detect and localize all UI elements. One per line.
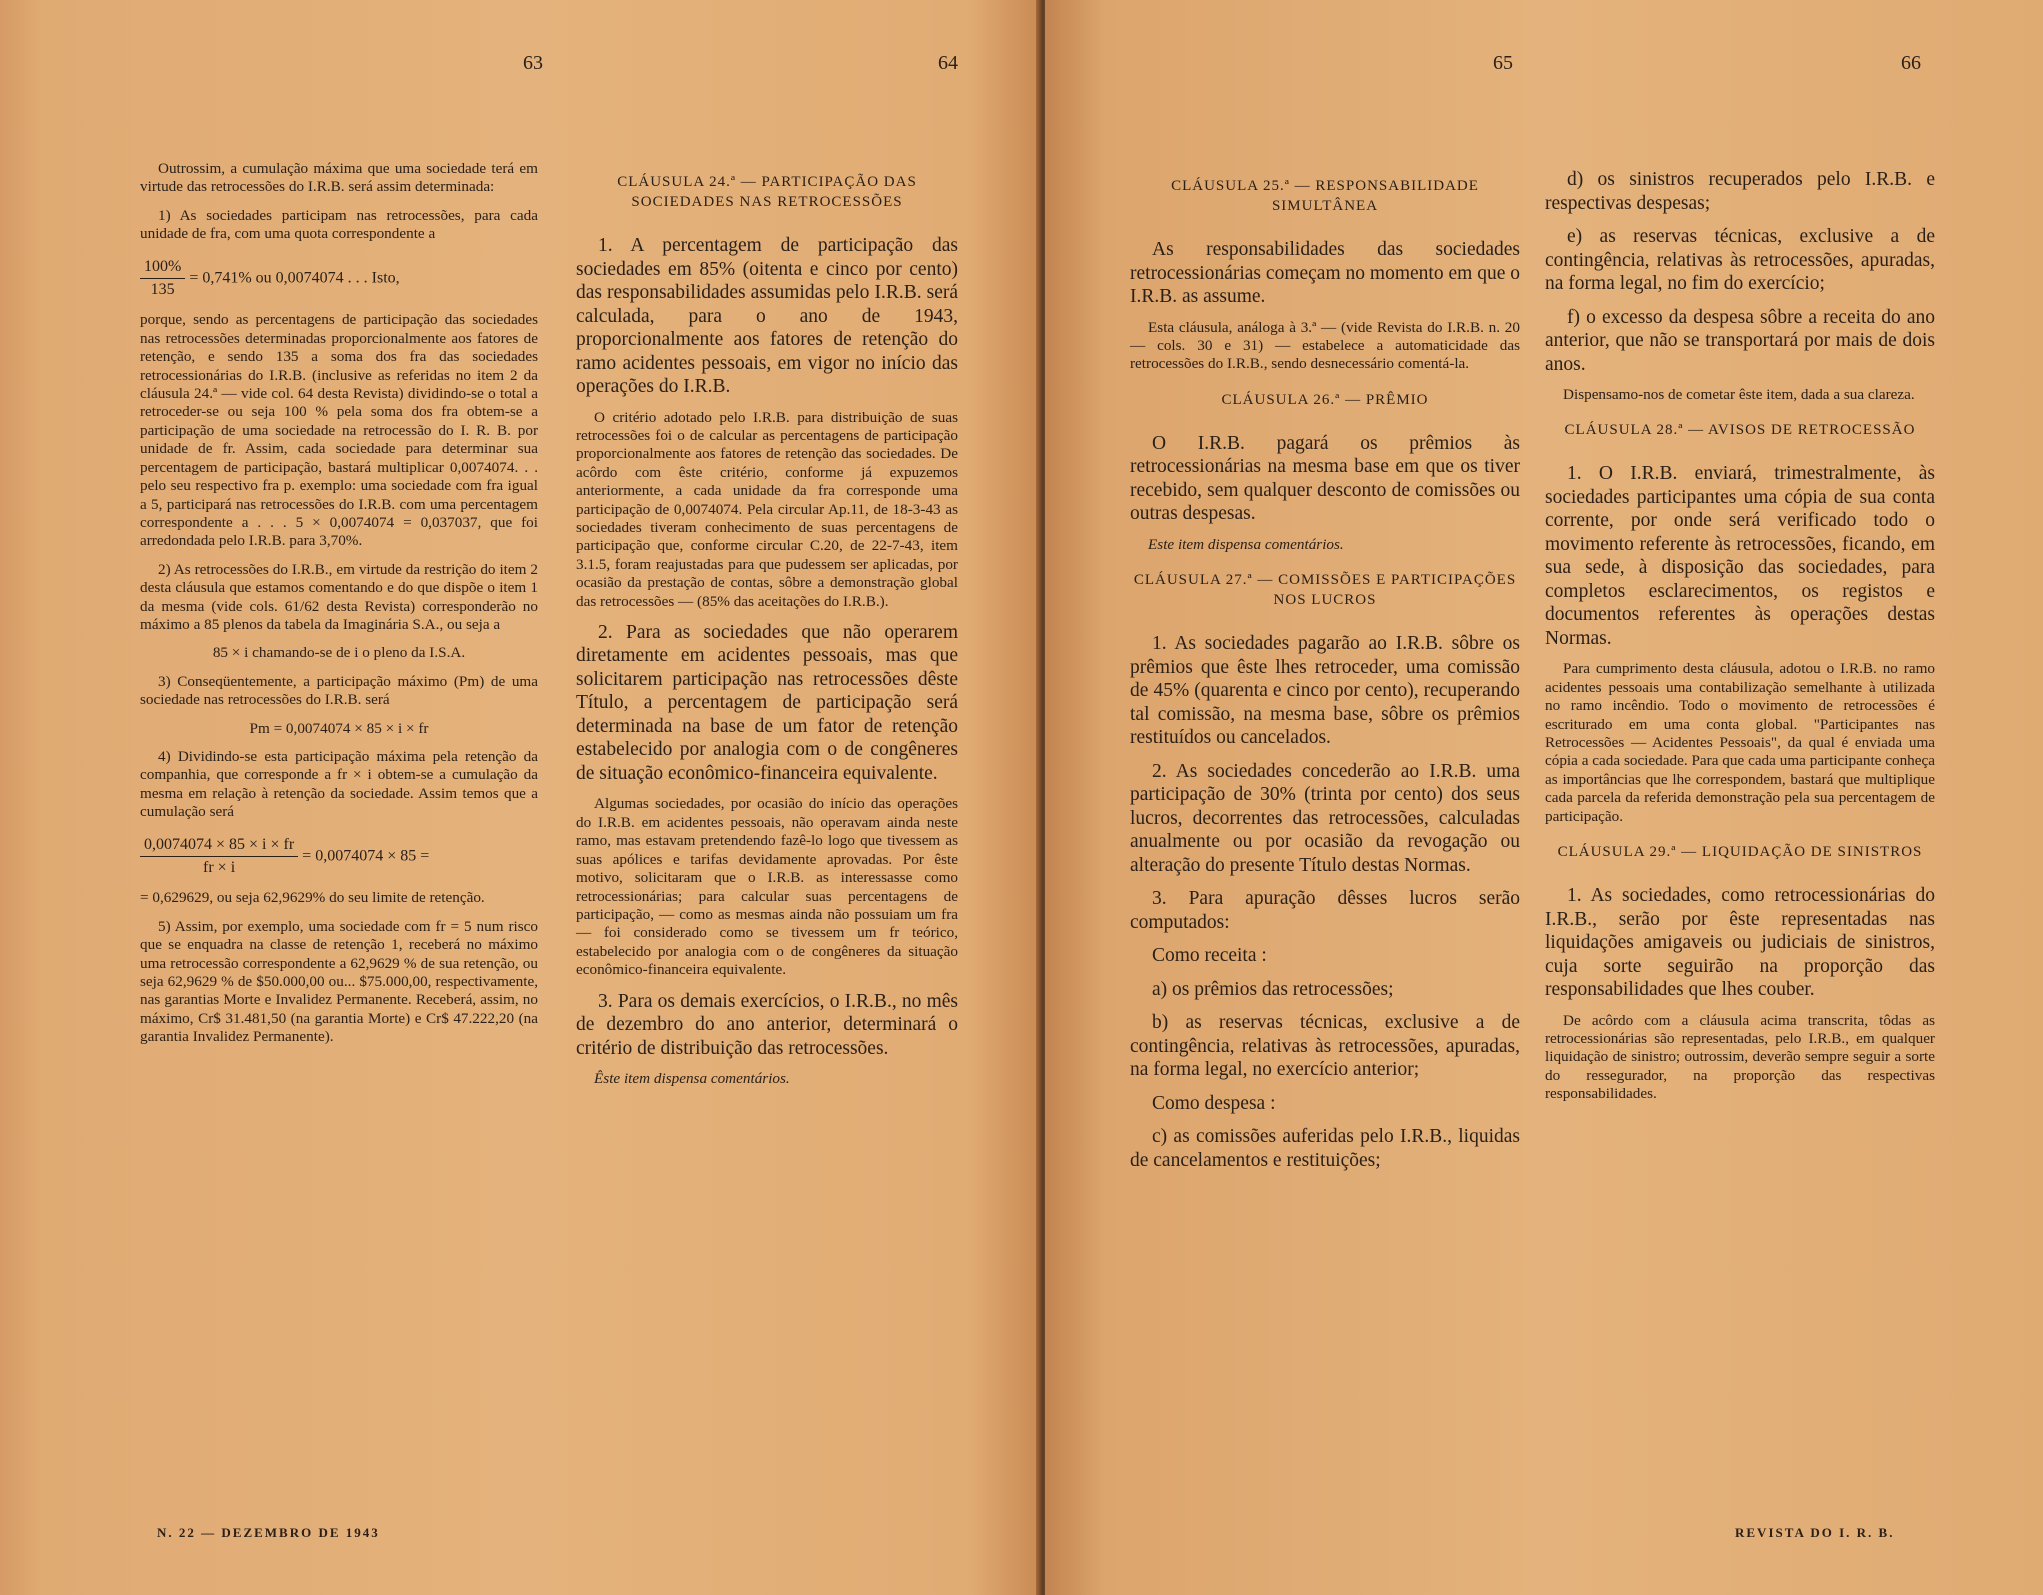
- clause-heading: CLÁUSULA 29.ª — LIQUIDAÇÃO DE SINISTROS: [1557, 844, 1923, 861]
- column-64: [576, 168, 958, 1098]
- comment: Dispensamo-nos de cometar êste item, dada a sua clareza.: [1563, 386, 1915, 403]
- formula-3: Pm = 0,0074074 × 85 × i × fr: [249, 719, 429, 737]
- comment: Este item dispensa comentários.: [1148, 535, 1344, 553]
- clause-heading: CLÁUSULA 28.ª — AVISOS DE RETROCESSÃO: [1564, 422, 1916, 439]
- formula-text: = 0,0074074 × 85 =: [302, 847, 430, 865]
- numerator: 0,0074074 × 85 × i × fr: [140, 836, 298, 857]
- paragraph: = 0,629629, ou seja 62,9629% do seu limite de retenção.: [140, 889, 485, 907]
- column-63: [140, 160, 538, 1057]
- denominator: fr × i: [203, 859, 236, 876]
- paragraph: Outrossim, a cumulação máxima que uma sociedade terá em virtude das retrocessões do I.R.B. será assim determinada:: [140, 160, 538, 196]
- list-heading: Como despesa :: [1152, 1092, 1276, 1114]
- list-heading: Como receita :: [1152, 945, 1267, 967]
- comment: Esta cláusula, análoga à 3.ª — (vide Revista do I.R.B. n. 20 — cols. 30 e 31) — estabelece a automaticidade das retrocessões do I.R.B., sendo desnecessário comentá-la.: [1130, 318, 1520, 373]
- comment: De acôrdo com a cláusula acima transcrita, tôdas as retrocessionárias são representadas, pelo I.R.B., em qualquer liquidação de sinistro; outrossim, deverão sempre seguir a sorte do ressegurador, na proporção das respectivas responsabilidades.: [1545, 1011, 1935, 1103]
- formula-2: 85 × i chamando-se de i o pleno da I.S.A.: [212, 644, 466, 662]
- clause-text: 1. As sociedades, como retrocessionárias do I.R.B., serão por êste representadas nas liquidações amigaveis ou judiciais de sinistros, cuja sorte seguirão na proporção das responsabilidades que lhes couber.: [1545, 885, 1935, 1001]
- page-number-65: 65: [1493, 52, 1513, 74]
- clause-heading: CLÁUSULA 26.ª — PRÊMIO: [1221, 391, 1429, 408]
- comment: Para cumprimento desta cláusula, adotou o I.R.B. no ramo acidentes pessoais uma contabilização semelhante à utilizada no ramo incêndio. Todo o movimento de retrocessões é escriturado em uma conta global. "Participantes nas Retrocessões — Acidentes Pessoais", da qual é enviada uma cópia a cada sociedade. Para que cada uma participante conheça as importâncias que lhe correspondem, bastará que multiplique cada parcela da referida demonstração pela sua percentagem de participação.: [1545, 660, 1935, 825]
- clause-text: 1. O I.R.B. enviará, trimestralmente, às sociedades participantes uma cópia de sua conta corrente, por onde será verificado todo o movimento referente às retrocessões, ficando, em sua sede, à disposição das sociedades, para completos esclarecimentos, os registos e documentos referentes às operações destas Normas.: [1545, 463, 1935, 649]
- clause-text: As responsabilidades das sociedades retrocessionárias começam no momento em que o I.R.B. as assume.: [1130, 239, 1520, 307]
- footer-journal: REVISTA DO I. R. B.: [1735, 1525, 1895, 1540]
- clause-text: 3. Para os demais exercícios, o I.R.B., no mês de dezembro do ano anterior, determinará o critério de distribuição das retrocessões.: [576, 990, 958, 1059]
- list-item: d) os sinistros recuperados pelo I.R.B. e respectivas despesas;: [1545, 169, 1935, 214]
- footer-issue: N. 22 — DEZEMBRO DE 1943: [157, 1525, 380, 1540]
- comment: O critério adotado pelo I.R.B. para distribuição de suas retrocessões foi o de calcular as percentagens de participação proporcionalmente aos fatores de retenção das sociedades. De acôrdo com êste critério, conforme já expuzemos anteriormente, a cada unidade da fra corresponde uma participação de 0,0074074. Pela circular Ap.11, de 18-3-43 as sociedades tiveram conhecimento de suas percentagens de participação que, conforme circular C.20, de 22-7-43, item 3.1.5, foram reajustadas para que pudessem ser aplicadas, por ocasião da prestação de contas, sôbre a demonstração global das retrocessões — (85% das aceitações do I.R.B.).: [576, 408, 958, 610]
- formula-1: [140, 258, 538, 300]
- page-number-66: 66: [1901, 52, 1921, 74]
- column-66: [1545, 168, 1935, 1114]
- formula-4: [140, 836, 538, 878]
- list-item: b) as reservas técnicas, exclusive a de contingência, relativas às retrocessões, apuradas, na forma legal, no exercício anterior;: [1130, 1012, 1520, 1081]
- clause-heading: CLÁUSULA 24.ª — PARTICIPAÇÃO DAS SOCIEDADES NAS RETROCESSÕES: [617, 174, 917, 210]
- paragraph: 3) Conseqüentemente, a participação máximo (Pm) de uma sociedade nas retrocessões do I.R.B. será: [140, 672, 538, 709]
- paragraph: 1) As sociedades participam nas retrocessões, para cada unidade de fra, com uma quota correspondente a: [140, 206, 538, 243]
- fraction: [140, 836, 298, 878]
- denominator: 135: [150, 281, 175, 299]
- list-item: c) as comissões auferidas pelo I.R.B., liquidas de cancelamentos e restituições;: [1130, 1126, 1520, 1171]
- clause-heading: CLÁUSULA 27.ª — COMISSÕES E PARTICIPAÇÕES NOS LUCROS: [1133, 572, 1517, 609]
- paragraph: 2) As retrocessões do I.R.B., em virtude da restrição do item 2 desta cláusula que estamos comentando e do que dispõe o item 1 da mesma (vide cols. 61/62 desta Revista) corresponderão no máximo a 85 plenos da tabela da Imaginária S.A., ou seja a: [140, 560, 538, 633]
- paragraph: 4) Dividindo-se esta participação máxima pela retenção da companhia, que corresponde a fr × i obtem-se a cumulação da mesma em relação à retenção da sociedade. Assim temos que a cumulação será: [140, 747, 538, 821]
- list-item: a) os prêmios das retrocessões;: [1152, 978, 1394, 1000]
- clause-text: O I.R.B. pagará os prêmios às retrocessionárias na mesma base em que os tiver recebido, sem qualquer desconto de comissões ou outras despesas.: [1130, 432, 1520, 525]
- clause-text: 3. Para apuração dêsses lucros serão computados:: [1130, 888, 1520, 933]
- clause-text: 2. Para as sociedades que não operarem diretamente em acidentes pessoais, mas que solicitarem participação nas retrocessões dêste Título, a percentagem de participação será determinada na base de um fator de retenção estabelecido por analogia com o de congêneres de situação econômico-financeira equivalente.: [576, 621, 958, 784]
- paragraph: porque, sendo as percentagens de participação das sociedades nas retrocessões determinadas proporcionalmente aos fatores de retenção, e sendo 135 a soma dos fra das sociedades retrocessionárias do I.R.B. (inclusive as referidas no item 2 da cláusula 24.ª — vide col. 64 desta Revista) dividindo-se o total a retroceder-se ou seja 100 % pela soma dos fra obtem-se a participação de uma sociedade na retrocessão do I. R. B. por unidade de fr. Assim, cada sociedade para determinar sua percentagem de participação, bastará multiplicar 0,0074074. . . pelo seu respectivo fra p. exemplo: uma sociedade com fra igual a 5, participará nas retrocessões do I.R.B. com uma percentagem correspondente a . . . 5 × 0,0074074 = 0,037037, que foi arredondada pelo I.R.B. para 3,70%.: [140, 311, 538, 550]
- clause-text: 1. As sociedades pagarão ao I.R.B. sôbre os prêmios que êste lhes retroceder, uma comissão de 45% (quarenta e cinco por cento), recuperando tal comissão, na mesma base, sôbre os prêmios restituídos ou cancelados.: [1130, 633, 1520, 749]
- right-page: [1045, 0, 2043, 1595]
- list-item: e) as reservas técnicas, exclusive a de contingência, relativas às retrocessões, apuradas, na forma legal, no fim do exercício;: [1545, 226, 1935, 294]
- numerator: 100%: [140, 258, 185, 279]
- page-number-63: 63: [523, 52, 543, 74]
- comment: Êste item dispensa comentários.: [594, 1070, 790, 1088]
- list-item: f) o excesso da despesa sôbre a receita do ano anterior, que não se transportará por mais de dois anos.: [1545, 306, 1935, 375]
- clause-heading: CLÁUSULA 25.ª — RESPONSABILIDADE SIMULTÂNEA: [1171, 178, 1479, 214]
- page-number-64: 64: [938, 52, 958, 74]
- paragraph: 5) Assim, por exemplo, uma sociedade com fr = 5 num risco que se enquadra na classe de retenção 1, receberá no máximo uma retrocessão correspondente a 62,9629 % de sua retenção, ou seja 62,9629 % de $50.000,00 ou... $75.000,00, respectivamente, nas garantias Morte e Invalidez Permanente. Receberá, assim, no máximo, Cr$ 31.481,50 (na garantia Morte) e Cr$ 47.222,20 (na garantia Invalidez Permanente).: [140, 917, 538, 1046]
- column-65: [1130, 172, 1520, 1182]
- fraction: [140, 258, 185, 300]
- clause-text: 1. A percentagem de participação das sociedades em 85% (oitenta e cinco por cento) das responsabilidades assumidas pelo I.R.B. será calculada, para o ano de 1943, proporcionalmente aos fatores de retenção do ramo acidentes pessoais, em vigor no início das operações do I.R.B.: [576, 235, 958, 397]
- clause-text: 2. As sociedades concederão ao I.R.B. uma participação de 30% (trinta por cento) dos seus lucros, decorrentes das retrocessões, calculadas anualmente ou por ocasião da revogação ou alteração do presente Título destas Normas.: [1130, 760, 1520, 876]
- formula-text: = 0,741% ou 0,0074074 . . . Isto,: [189, 269, 400, 287]
- comment: Algumas sociedades, por ocasião do início das operações do I.R.B. em acidentes pessoais, não operavam ainda neste ramo, mas estavam pretendendo fazê-lo logo que tivessem as suas apólices e tarifas devidamente aprovadas. Por êste motivo, solicitaram que o I.R.B. as interessasse como retrocessionárias; para calcular suas percentagens de participação, — como as mesmas ainda não possuiam um fra — foi considerado como se tivessem um fr teórico, estabelecido por analogia com o de congêneres da situação econômico-financeira equivalente.: [576, 795, 958, 979]
